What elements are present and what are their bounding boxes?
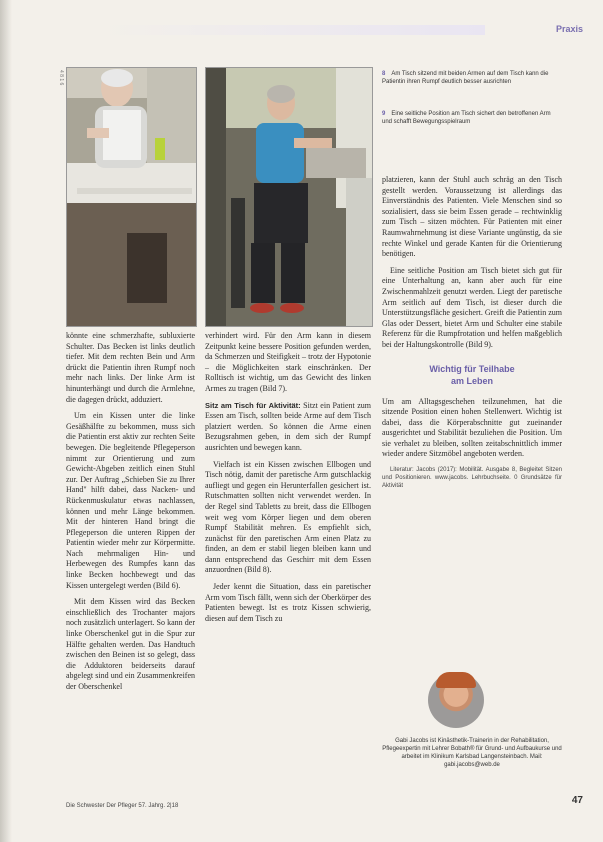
page-number: 47 — [571, 795, 583, 806]
col3-paragraph: platzieren, kann der Stuhl auch schräg an den Tisch gestellt werden. Voraussetzung ist allerdings das Einverständnis des Patienten. Viele Menschen sind so sozialisiert, dass sie beim Essen gerade – rechtwinklig zum Tisch – sitzen möchten. Für Patienten mit einer Raumwahrnehmung ist diese Variante ungünstig, da sie rechte Winkel und gerade Kanten für die Orientierung benötigen. — [382, 175, 562, 259]
section-label: Praxis — [555, 24, 583, 34]
text-column-3 — [382, 175, 562, 496]
photo-patient-at-table — [66, 67, 197, 327]
box-text: Um am Alltagsgeschehen teilzunehmen, hat die sitzende Position einen hohen Stellenwert. Wichtig ist dabei, dass die Körperabschnitte gut zueinander ausgerichtet und Stabilität bezuliehen die Position. Um sie verhalet zu bleiben, sollten zeitabschnittlich immer wieder andere Sitzmöbel angeboten werden. — [382, 396, 562, 459]
literature-reference: Literatur: Jacobs (2017): Mobilität. Ausgabe 8, Begleitet Sitzen und Positionieren. www.jacobs. Lehrbuchseite. 0 Grundsätze für Aktivität — [382, 467, 562, 490]
text-column-1 — [66, 331, 195, 699]
box-heading-line-1: Wichtig für Teilhabe — [429, 363, 515, 374]
text-column-2 — [205, 331, 371, 630]
journal-footer: Die Schwester Der Pfleger 57. Jahrg. 2|18 — [66, 803, 179, 809]
col2-paragraph: Jeder kennt die Situation, dass ein paretischer Arm vom Tisch fällt, wenn sich der Oberkörper des Patienten bewegt. Ist es trotz Kissen schwierig, diesen auf dem Tisch zu — [205, 582, 371, 623]
caption-8-text: Am Tisch sitzend mit beiden Armen auf dem Tisch kann die Patientin ihren Rumpf deutlich besser ausrichten — [382, 71, 549, 85]
author-bio: Gabi Jacobs ist Kinästhetik-Trainerin in der Rehabilitation, Pflegeexpertin mit Lehrer Bobath® für Grund- und Aufbaukurse und arbeitet im Klinikum Karlsbad Langensteinbach. Mail: gabi.jacobs@web.de — [382, 738, 562, 768]
col1-paragraph: könnte eine schmerzhafte, subluxierte Schulter. Das Becken ist links deutlich tiefer. Mit dem rechten Bein und Arm drückt die Patientin ihren Rumpf noch mehr nach links. Der linke Arm ist hinunterhängt und durch die Armlehne, die dagegen drückt, adduziert. — [66, 331, 195, 404]
col2-paragraph: verhindert wird. Für den Arm kann in diesem Zeitpunkt keine bessere Position gefunden werden, da Schmerzen und Steifigkeit – trotz der Hypotonie – die Möglichkeiten stark einschränken. Der Rolltisch ist wichtig, um das Gewicht des linken Armes zu tragen (Bild 7). — [205, 331, 371, 393]
caption-9 — [382, 110, 562, 126]
photo-side-strip: 4 8 1 6 — [58, 70, 64, 86]
rubric-bar — [100, 25, 485, 35]
box-heading — [382, 363, 562, 387]
col1-paragraph: Um ein Kissen unter die linke Gesäßhälfte zu bekommen, muss sich die Patientin erst aktiv zur rechten Seite bewegen. Die begleitende Pflegeperson nimmt zur Orientierung und zum Gewicht-Abgeben zeitlich einen Stuhl zur. Der Auftrag „Schieben Sie zu Ihrer Hand" hilft dabei, dass Nacken- und Rückenmuskulatur etwas nachlassen, können und mehr Länge bekommen. Mit der hinteren Hand bringt die Pflegeperson die unteren Rippen der Patientin wieder mehr zur Körpermitte. Nach mehrmaligen Hin- und Herbewegen des Rumpfes kann das linke Becken hochbewegt und das Kissen untergelegt werden (Bild 6). — [66, 411, 195, 590]
caption-8-number: 8 — [382, 71, 386, 77]
col3-paragraph: Eine seitliche Position am Tisch bietet sich gut für eine Unterhaltung an, kann aber auch für eine Zwischenmahlzeit genutzt werden. Liegt der paretische Arm seitlich auf dem Tisch, ist dieser durch die Unterstützungsfläche gesichert. Greift die Patientin zum Glas oder Dessert, bietet Arm und Schulter eine stabile Referenz für die Rumpfrotation und helfen maßgeblich bei der Haltungskontrolle (Bild 9). — [382, 265, 562, 349]
box-heading-line-2: am Leben — [450, 375, 493, 386]
page-binding-shadow — [0, 0, 12, 842]
col1-paragraph: Mit dem Kissen wird das Becken einschließlich des Trochanter majors noch zusätzlich unterlagert. So kann der linke Oberschenkel gut in die Spur zur Hälfte gehalten werden. Das Handtuch zwischen den Beinen ist so gelegt, dass die Adduktoren beiderseits darauf abgelegt sind und ein Zusammenkreifen der Oberschenkel — [66, 597, 195, 691]
col2-subtext: Sitzt ein Patient zum Essen am Tisch, sollten beide Arme auf dem Tisch platziert werden. So können die Arme einen Bezugsrahmen geben, in dem sich der Rumpf ausrichten und bewegen kann. — [205, 400, 372, 452]
caption-9-number: 9 — [382, 111, 386, 117]
subheading-table-activity: Sitz am Tisch für Aktivität: — [205, 400, 301, 410]
photo-patient-side-position — [205, 67, 373, 327]
caption-8 — [382, 70, 562, 86]
col2-paragraph: Vielfach ist ein Kissen zwischen Ellbogen und Tisch nötig, damit der paretische Arm gutschlackig aufliegt und gegen ein Herunterfallen gesichert ist. Rutschmatten sollten nicht verwendet werden. In der Regel sind Tabletts zu breit, dass die Ellbogen weit weg vom Körper liegen und dem oberen Rumpf Stabilität mehren. Es empfiehlt sich, zunächst für den paretischen Arm einen Platz zu finden, an dem er stabil liegen bleiben kann und dann entsprechend das Geschirr mit dem Essen anzuordnen (Bild 8). — [205, 459, 371, 575]
caption-9-text: Eine seitliche Position am Tisch sichert den betroffenen Arm und schafft Bewegungsspielraum — [382, 111, 551, 125]
author-portrait-hair — [436, 672, 476, 688]
